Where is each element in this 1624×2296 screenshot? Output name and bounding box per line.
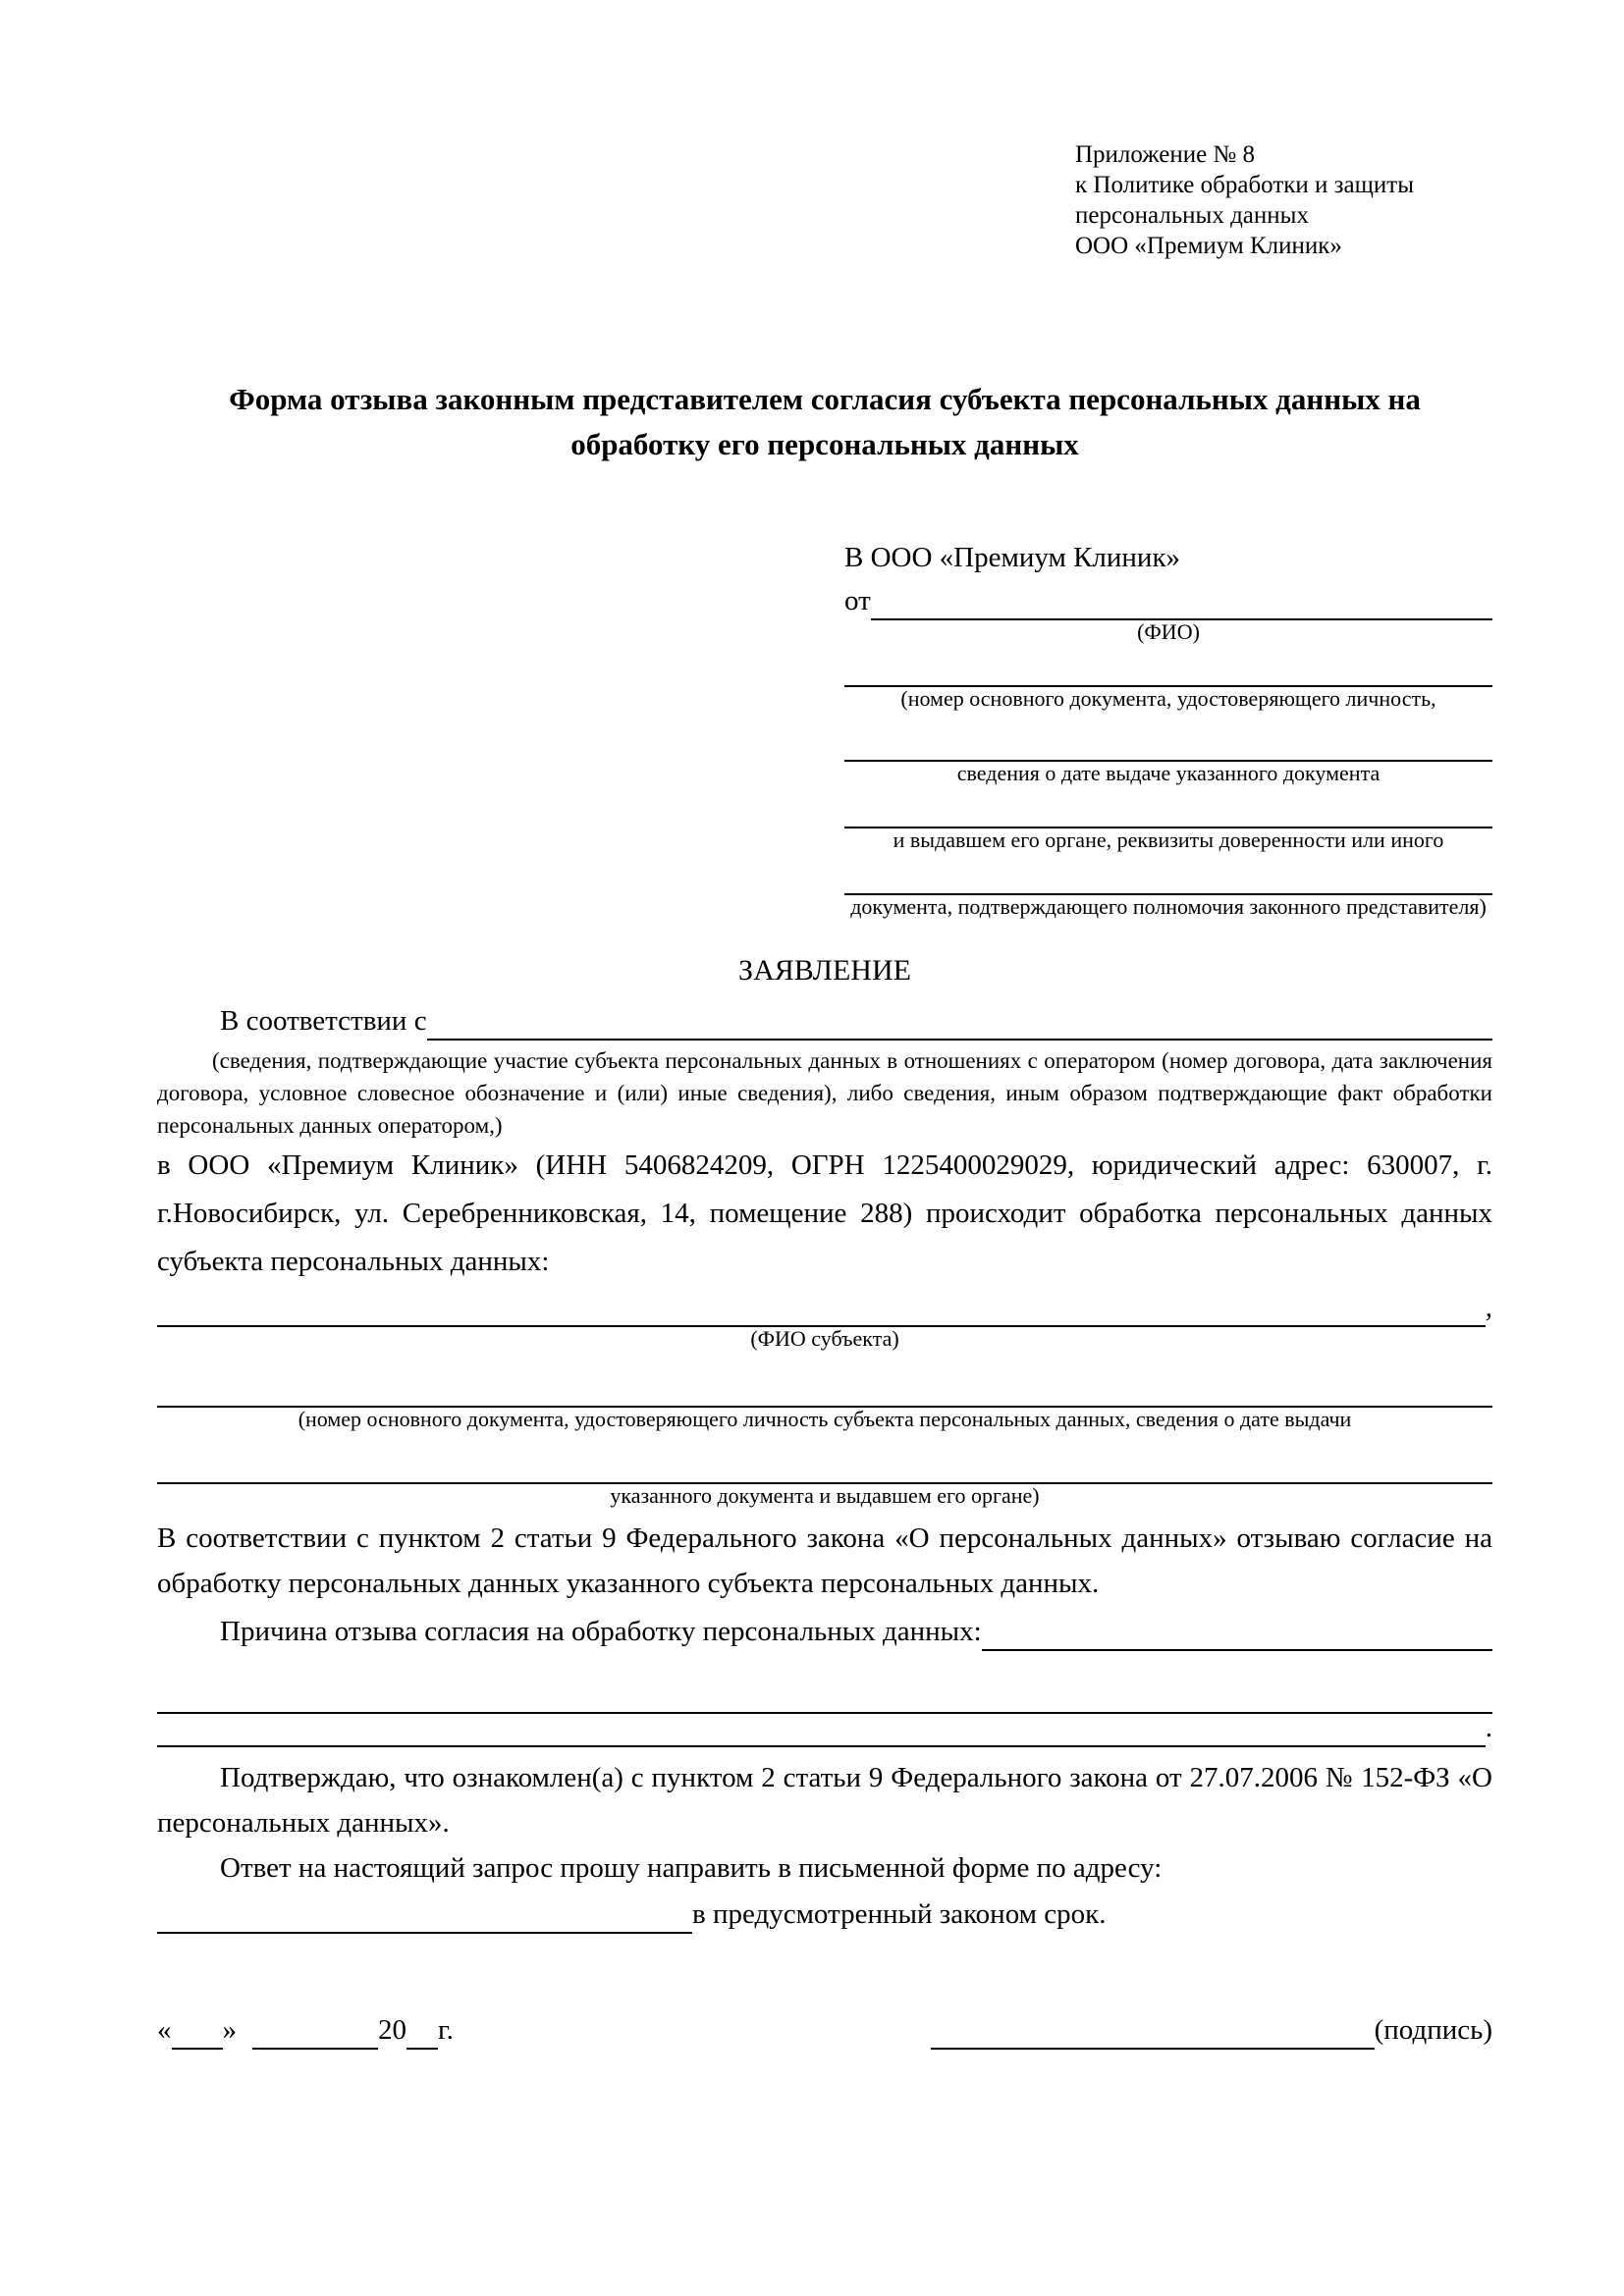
issue-date-blank-line (844, 711, 1492, 762)
reason-blank-line (982, 1610, 1492, 1651)
subject-doc-caption-1: (номер основного документа, удостоверяющего личность субъекта персональных данных, сведения о дате выдачи (298, 1407, 1352, 1431)
addressee-block (844, 538, 1492, 919)
statement-heading: ЗАЯВЛЕНИЕ (738, 954, 911, 987)
appendix-note-line: к Политике обработки и защиты (1075, 172, 1415, 198)
subject-doc-caption-2: указанного документа и выдавшем его органе) (610, 1483, 1040, 1508)
appendix-note-line: Приложение № 8 (1075, 141, 1256, 168)
from-line (844, 577, 1492, 620)
date-quote-close: » (222, 2014, 237, 2046)
subject-fio-line (157, 1286, 1492, 1327)
operator-paragraph: в ООО «Премиум Клиник» (ИНН 5406824209, ОГРН 1225400029029, юридический адрес: 630007, г. г.Новосибирск, ул. Серебренниковская, 14, помещение 288) происходит обработка персональных данных субъекта персональных данных: (157, 1149, 1492, 1277)
representative-authority-blank-line (844, 852, 1492, 895)
date-quote-open: « (157, 2014, 172, 2046)
signature-line (931, 2010, 1492, 2050)
date-line (157, 2010, 454, 2050)
issuing-authority-caption: и выдавшем его органе, реквизиты доверенности или иного (893, 828, 1444, 852)
date-month-blank (252, 2018, 378, 2050)
date-year-prefix: 20 (378, 2014, 406, 2046)
subject-fio-caption: (ФИО субъекта) (750, 1326, 899, 1351)
reply-suffix: в предусмотренный законом срок. (692, 1898, 1107, 1930)
reply-address-line (157, 1891, 1492, 1934)
reply-address-blank-line (157, 1893, 692, 1934)
relation-note: (сведения, подтверждающие участие субъекта персональных данных в отношениях с оператором (номер договора, дата заключения договора, условное словесное обозначение и (или) иные сведения), либо сведения, иным образом подтверждающие факт обработки персональных данных оператором,) (157, 1048, 1492, 1138)
doc-number-blank-line (844, 644, 1492, 687)
appendix-note (1075, 139, 1492, 261)
confirm-paragraph: Подтверждаю, что ознакомлен(а) с пунктом 2 статьи 9 Федерального закона от 27.07.2006 № 152-ФЗ «О персональных данных». (157, 1762, 1492, 1839)
according-blank-line (427, 999, 1492, 1041)
subject-fio-trailing-comma: , (1485, 1292, 1492, 1323)
doc-number-caption: (номер основного документа, удостоверяющего личность, (900, 686, 1436, 711)
document-title: Форма отзыва законным представителем согласия субъекта персональных данных на обработку его персональных данных (229, 382, 1421, 461)
signature-caption: (подпись) (1374, 2014, 1492, 2046)
representative-authority-caption: документа, подтверждающего полномочия законного представителя) (850, 894, 1487, 919)
date-day-blank (172, 2018, 223, 2050)
according-prefix: В соответствии с (220, 1005, 427, 1037)
reason-blank-line-3 (157, 1714, 1492, 1747)
according-line (157, 997, 1492, 1041)
appendix-note-line: ООО «Премиум Клиник» (1075, 233, 1342, 259)
addressee-to: В ООО «Премиум Клиник» (844, 542, 1181, 573)
subject-doc-blank-line-1 (157, 1364, 1492, 1408)
appendix-note-line: персональных данных (1075, 202, 1309, 229)
fio-blank-line (871, 579, 1492, 620)
trailing-period: . (1485, 1712, 1492, 1743)
reason-label: Причина отзыва согласия на обработку персональных данных: (220, 1616, 982, 1647)
document-content (157, 0, 1492, 2050)
footer-row (157, 2010, 1492, 2050)
date-year-blank (406, 2018, 438, 2050)
issue-date-caption: сведения о дате выдаче указанного документа (956, 761, 1380, 785)
withdraw-paragraph: В соответствии с пунктом 2 статьи 9 Федерального закона «О персональных данных» отзываю согласие на обработку персональных данных указанного субъекта персональных данных. (157, 1522, 1492, 1599)
signature-blank-line (931, 2018, 1375, 2050)
reply-paragraph: Ответ на настоящий запрос прошу направить в письменной форме по адресу: (220, 1852, 1163, 1884)
issuing-authority-blank-line (844, 785, 1492, 828)
date-year-suffix: г. (438, 2014, 454, 2046)
fio-caption: (ФИО) (1137, 619, 1200, 644)
from-label: от (844, 585, 871, 616)
subject-doc-blank-line-2 (157, 1443, 1492, 1484)
reason-line (157, 1606, 1492, 1651)
reason-blank-line-3-rule (157, 1706, 1486, 1747)
subject-fio-blank-line (157, 1286, 1486, 1327)
